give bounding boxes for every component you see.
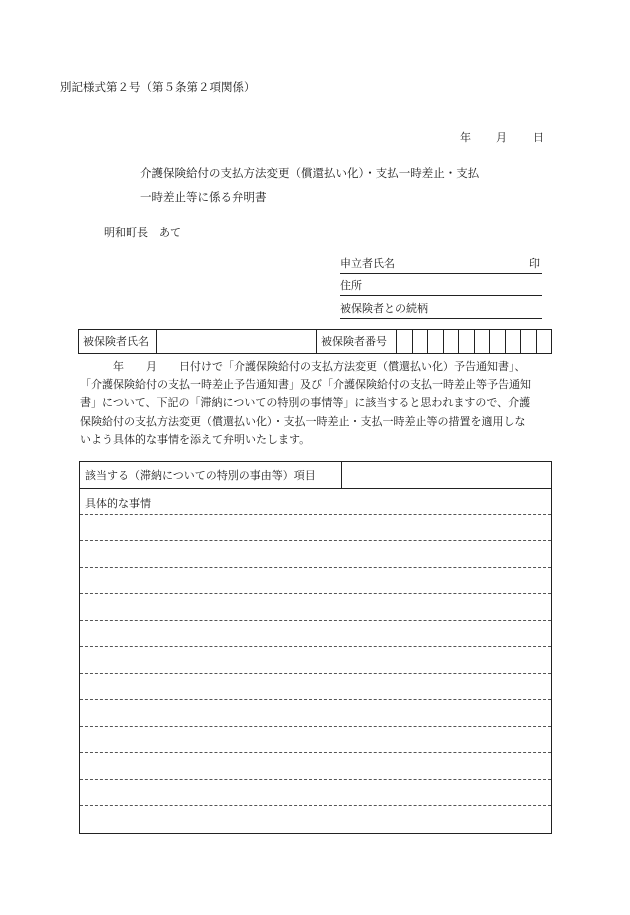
insured-number-digit-2[interactable] (413, 330, 429, 353)
applicant-relation-label: 被保険者との続柄 (340, 302, 428, 315)
detail-writing-line[interactable] (80, 593, 551, 594)
insured-number-label: 被保険者番号 (317, 330, 397, 353)
insured-info-table (78, 329, 552, 354)
detail-writing-line[interactable] (80, 646, 551, 647)
document-title-line-1: 介護保険給付の支払方法変更（償還払い化）・支払一時差止・支払 (140, 166, 480, 180)
applicant-relation-field[interactable] (340, 302, 542, 319)
detail-writing-line[interactable] (80, 514, 551, 515)
detail-writing-line[interactable] (80, 805, 551, 806)
insured-number-digit-10[interactable] (537, 330, 552, 353)
detail-writing-line[interactable] (80, 726, 551, 727)
detail-writing-line[interactable] (80, 752, 551, 753)
document-title-line-2: 一時差止等に係る弁明書 (140, 190, 267, 204)
insured-name-field[interactable] (157, 330, 317, 353)
statement-line-1: 年 月 日付けで「介護保険給付の支払方法変更（償還払い化）予告通知書」、 (80, 360, 526, 373)
form-reference: 別記様式第２号（第５条第２項関係） (60, 80, 256, 94)
insured-number-digit-1[interactable] (397, 330, 413, 353)
reason-table (79, 461, 552, 834)
date-month-label: 月 (496, 131, 507, 144)
detail-label: 具体的な事情 (85, 497, 151, 510)
reason-item-divider (341, 462, 342, 488)
insured-name-label: 被保険者氏名 (79, 330, 157, 353)
seal-mark: 印 (529, 257, 540, 270)
date-year-label: 年 (460, 131, 471, 144)
date-day-label: 日 (533, 131, 544, 144)
insured-number-digit-3[interactable] (428, 330, 444, 353)
detail-writing-line[interactable] (80, 567, 551, 568)
detail-writing-line[interactable] (80, 699, 551, 700)
applicant-name-field[interactable] (340, 257, 542, 274)
statement-line-2: 「介護保険給付の支払一時差止予告通知書」及び「介護保険給付の支払一時差止等予告通知 (80, 378, 531, 392)
applicant-address-field[interactable] (340, 279, 542, 296)
detail-writing-line[interactable] (80, 620, 551, 621)
applicant-address-label: 住所 (340, 279, 362, 292)
reason-item-row (80, 462, 551, 489)
statement-line-5: いよう具体的な事情を添えて弁明いたします。 (80, 432, 311, 446)
insured-number-digit-7[interactable] (490, 330, 506, 353)
reason-item-label: 該当する（滞納についての特別の事由等）項目 (85, 469, 316, 482)
detail-writing-line[interactable] (80, 540, 551, 541)
detail-writing-line[interactable] (80, 673, 551, 674)
insured-number-digit-4[interactable] (444, 330, 460, 353)
insured-number-digit-5[interactable] (459, 330, 475, 353)
statement-line-4: 保険給付の支払方法変更（償還払い化）・支払一時差止・支払一時差止等の措置を適用しな (80, 414, 526, 428)
applicant-name-label: 申立者氏名 (340, 257, 395, 270)
addressee: 明和町長 あて (104, 226, 181, 239)
detail-writing-line[interactable] (80, 779, 551, 780)
insured-number-digit-8[interactable] (506, 330, 522, 353)
statement-paragraph (80, 358, 552, 449)
insured-number-digit-9[interactable] (521, 330, 537, 353)
insured-number-digit-6[interactable] (475, 330, 491, 353)
statement-line-3: 書」について、下記の「滞納についての特別の事情等」に該当すると思われますので、介護 (80, 396, 531, 410)
